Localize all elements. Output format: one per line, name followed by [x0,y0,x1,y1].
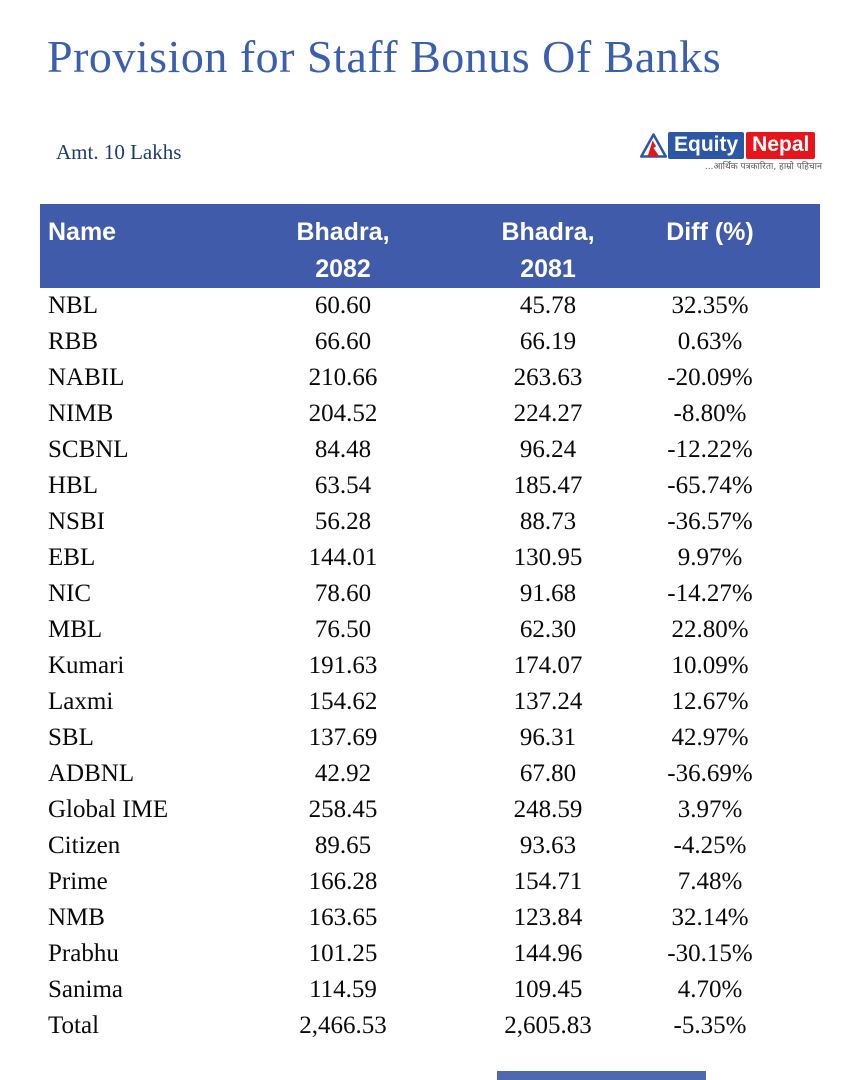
bank-name-cell: SBL [48,724,94,751]
logo-row [640,132,822,159]
bank-name-cell: NIC [48,580,92,607]
column-header-bhadra-2082-line2: 2082 [315,255,371,283]
bank-name-cell: Global IME [48,796,169,823]
column-header-bhadra-2081 [451,204,645,288]
table-row [40,684,820,720]
value-cell: 56.28 [314,508,372,535]
value-cell: 114.59 [309,976,377,1003]
table-row [40,432,820,468]
table-header [40,204,820,288]
column-header-bhadra-2081-line2: 2081 [520,255,576,283]
bottom-accent-bar [497,1071,706,1080]
value-cell: -20.09% [667,364,753,391]
bank-name-cell: MBL [48,616,103,643]
bank-name-cell: Total [48,1012,100,1039]
staff-bonus-table [40,204,820,1044]
value-cell: 204.52 [308,400,378,427]
value-cell: -65.74% [667,472,753,499]
value-cell: 10.09% [671,652,749,679]
value-cell: 130.95 [513,544,583,571]
value-cell: 32.35% [671,292,749,319]
logo-text-nepal: Nepal [746,132,815,159]
value-cell: 0.63% [677,328,743,355]
bank-name-cell: Prabhu [48,940,119,967]
value-cell: 263.63 [513,364,583,391]
value-cell: 174.07 [513,652,583,679]
value-cell: 191.63 [308,652,378,679]
value-cell: 144.01 [308,544,378,571]
page-title: Provision for Staff Bonus Of Banks [47,31,722,82]
value-cell: 4.70% [677,976,743,1003]
table-row [40,612,820,648]
mountain-triangle-icon [640,132,667,159]
value-cell: 78.60 [314,580,372,607]
table-row [40,360,820,396]
column-header-name [40,204,235,288]
value-cell: 9.97% [677,544,743,571]
bank-name-cell: Citizen [48,832,121,859]
value-cell: 137.24 [513,688,583,715]
table-row [40,288,820,324]
value-cell: -30.15% [667,940,753,967]
value-cell: 123.84 [513,904,583,931]
table-row [40,648,820,684]
value-cell: -5.35% [673,1012,747,1039]
value-cell: 63.54 [314,472,372,499]
value-cell: 3.97% [677,796,743,823]
column-header-diff-percent-line1: Diff (%) [666,218,754,246]
value-cell: 66.60 [314,328,372,355]
table-body [40,288,820,1044]
value-cell: 154.62 [308,688,378,715]
table-row [40,792,820,828]
value-cell: 144.96 [513,940,583,967]
value-cell: -14.27% [667,580,753,607]
bank-name-cell: HBL [48,472,98,499]
table-row [40,504,820,540]
value-cell: 88.73 [519,508,577,535]
bank-name-cell: NIMB [48,400,114,427]
table-row [40,900,820,936]
value-cell: 2,466.53 [299,1012,387,1039]
bank-name-cell: NMB [48,904,105,931]
table-row [40,828,820,864]
bank-name-cell: SCBNL [48,436,129,463]
value-cell: 45.78 [519,292,577,319]
value-cell: 258.45 [308,796,378,823]
value-cell: 67.80 [519,760,577,787]
value-cell: -8.80% [673,400,747,427]
bank-name-cell: NABIL [48,364,125,391]
value-cell: 224.27 [513,400,583,427]
table-row [40,576,820,612]
bank-name-cell: ADBNL [48,760,135,787]
table-row [40,756,820,792]
table-row [40,396,820,432]
bank-name-cell: NSBI [48,508,105,535]
value-cell: 96.31 [519,724,577,751]
amount-unit-note: Amt. 10 Lakhs [56,140,182,164]
table-row [40,972,820,1008]
value-cell: -36.57% [667,508,753,535]
table-row [40,324,820,360]
value-cell: 163.65 [308,904,378,931]
value-cell: 42.92 [314,760,372,787]
value-cell: 137.69 [308,724,378,751]
table-row [40,720,820,756]
bank-name-cell: Laxmi [48,688,114,715]
bank-name-cell: EBL [48,544,96,571]
value-cell: -12.22% [667,436,753,463]
value-cell: 2,605.83 [504,1012,592,1039]
table-row [40,468,820,504]
value-cell: 166.28 [308,868,378,895]
column-header-diff-percent [645,204,820,288]
value-cell: 42.97% [671,724,749,751]
value-cell: 32.14% [671,904,749,931]
value-cell: 101.25 [308,940,378,967]
bank-name-cell: RBB [48,328,99,355]
value-cell: 84.48 [314,436,372,463]
value-cell: 89.65 [314,832,372,859]
value-cell: 22.80% [671,616,749,643]
table-row [40,1008,820,1044]
value-cell: 66.19 [519,328,577,355]
value-cell: -4.25% [673,832,747,859]
value-cell: 91.68 [519,580,577,607]
bank-name-cell: Sanima [48,976,123,1003]
value-cell: 7.48% [677,868,743,895]
table-row [40,936,820,972]
table-row [40,540,820,576]
logo-tagline: ...आर्थिक पत्रकारिता, हाम्रो पहिचान [704,162,822,172]
logo-text-equity: Equity [668,132,744,159]
bank-name-cell: Prime [48,868,108,895]
column-header-name-line1: Name [48,218,117,246]
value-cell: 248.59 [513,796,583,823]
value-cell: -36.69% [667,760,753,787]
value-cell: 93.63 [519,832,577,859]
bank-name-cell: NBL [48,292,98,319]
value-cell: 62.30 [519,616,577,643]
value-cell: 12.67% [671,688,749,715]
equity-nepal-logo [640,132,822,173]
value-cell: 96.24 [519,436,577,463]
table-row [40,864,820,900]
column-header-bhadra-2081-line1: Bhadra, [501,218,595,246]
value-cell: 185.47 [513,472,583,499]
value-cell: 210.66 [308,364,378,391]
table-header-row [40,204,820,288]
value-cell: 76.50 [314,616,372,643]
bank-name-cell: Kumari [48,652,125,679]
value-cell: 60.60 [314,292,372,319]
column-header-bhadra-2082-line1: Bhadra, [296,218,390,246]
column-header-bhadra-2082 [235,204,451,288]
value-cell: 154.71 [513,868,583,895]
value-cell: 109.45 [513,976,583,1003]
